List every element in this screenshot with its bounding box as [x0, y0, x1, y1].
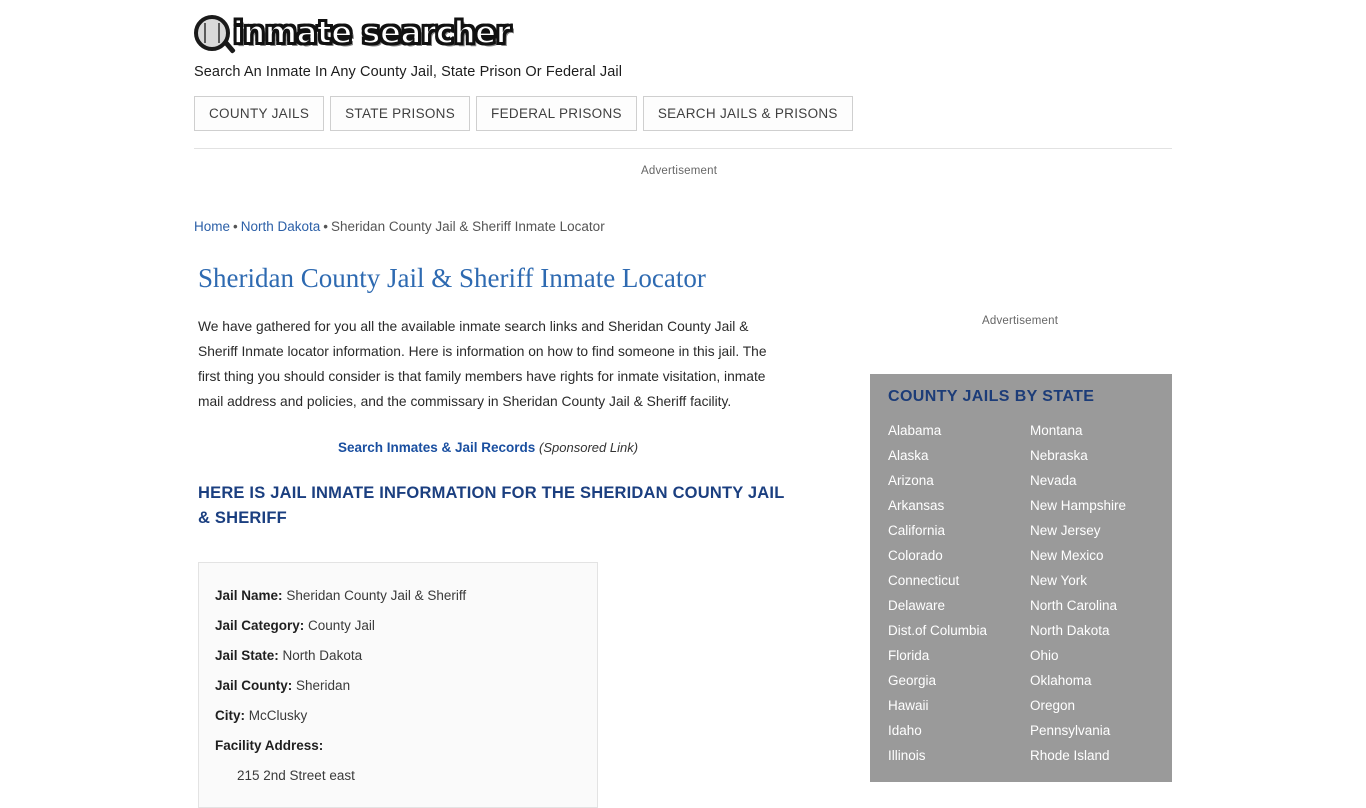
- info-row-jail-county: [215, 671, 581, 701]
- state-link-ohio[interactable]: Ohio: [1030, 648, 1059, 663]
- breadcrumb-separator-1: •: [233, 219, 238, 234]
- breadcrumb-home[interactable]: Home: [194, 219, 231, 234]
- state-link-colorado[interactable]: Colorado: [888, 548, 943, 563]
- header-divider: [194, 148, 1172, 149]
- state-link-rhode-island[interactable]: Rhode Island: [1030, 748, 1110, 763]
- info-row-facility-address: [215, 731, 581, 761]
- state-link-north-carolina[interactable]: North Carolina: [1030, 598, 1118, 613]
- state-link-hawaii[interactable]: Hawaii: [888, 698, 929, 713]
- info-label-jail-state: Jail State:: [215, 648, 279, 664]
- info-value-jail-state: North Dakota: [282, 648, 363, 664]
- state-link-idaho[interactable]: Idaho: [888, 723, 922, 738]
- state-link-new-hampshire[interactable]: New Hampshire: [1030, 498, 1127, 513]
- page-title: Sheridan County Jail & Sheriff Inmate Locator: [198, 263, 706, 293]
- nav-item-state-prisons[interactable]: STATE PRISONS: [330, 96, 470, 131]
- state-link-arkansas[interactable]: Arkansas: [888, 498, 945, 513]
- site-tagline: Search An Inmate In Any County Jail, State Prison Or Federal Jail: [194, 64, 623, 80]
- state-link-north-dakota[interactable]: North Dakota: [1030, 623, 1110, 638]
- info-value-facility-address-line1: 215 2nd Street east: [237, 768, 355, 784]
- info-label-facility-address: Facility Address:: [215, 738, 324, 754]
- state-links-column-right: [1030, 418, 1154, 768]
- state-link-delaware[interactable]: Delaware: [888, 598, 946, 613]
- main-content: [198, 262, 798, 808]
- info-row-jail-state: [215, 641, 581, 671]
- state-link-oklahoma[interactable]: Oklahoma: [1030, 673, 1092, 688]
- state-links-column-left: [888, 418, 1012, 768]
- info-label-jail-name: Jail Name:: [215, 588, 283, 604]
- search-inmates-records-link[interactable]: Search Inmates & Jail Records: [337, 440, 536, 456]
- state-link-connecticut[interactable]: Connecticut: [888, 573, 960, 588]
- state-link-oregon[interactable]: Oregon: [1030, 698, 1076, 713]
- state-link-arizona[interactable]: Arizona: [888, 473, 934, 488]
- intro-paragraph: We have gathered for you all the available inmate search links and Sheridan County Jail & Sheriff Inmate locator information. Here is information on how to find someone in this jail. The first thing you should consider is that family members have rights for inmate visitation, inmate mail address and policies, and the commissary in Sheridan County Jail & Sheriff facility.: [198, 319, 767, 410]
- magnifier-icon: [194, 15, 230, 51]
- state-link-new-jersey[interactable]: New Jersey: [1030, 523, 1101, 538]
- sponsored-note: (Sponsored Link): [539, 440, 639, 456]
- nav-item-county-jails[interactable]: COUNTY JAILS: [194, 96, 324, 131]
- main-navigation: [194, 96, 853, 131]
- county-jails-by-state-box: [870, 374, 1172, 782]
- breadcrumb: [194, 219, 605, 234]
- breadcrumb-current: Sheridan County Jail & Sheriff Inmate Locator: [331, 219, 605, 234]
- state-link-alabama[interactable]: Alabama: [888, 423, 942, 438]
- sidebar-title: COUNTY JAILS BY STATE: [888, 388, 1095, 405]
- section-heading: HERE IS JAIL INMATE INFORMATION FOR THE SHERIDAN COUNTY JAIL & SHERIFF: [198, 484, 785, 528]
- state-link-georgia[interactable]: Georgia: [888, 673, 937, 688]
- state-links-columns: [888, 418, 1154, 768]
- logo-text: inmate searcher: [233, 15, 511, 51]
- state-link-florida[interactable]: Florida: [888, 648, 930, 663]
- info-label-jail-category: Jail Category:: [215, 618, 305, 634]
- info-value-city: McClusky: [248, 708, 308, 724]
- nav-item-federal-prisons[interactable]: FEDERAL PRISONS: [476, 96, 637, 131]
- site-header: [194, 10, 1172, 80]
- state-link-dist-of-columbia[interactable]: Dist.of Columbia: [888, 623, 988, 638]
- state-link-illinois[interactable]: Illinois: [888, 748, 926, 763]
- advertisement-label-right: Advertisement: [982, 315, 1059, 327]
- info-value-jail-county: Sheridan: [296, 678, 351, 694]
- state-link-alaska[interactable]: Alaska: [888, 448, 929, 463]
- state-link-california[interactable]: California: [888, 523, 946, 538]
- state-link-montana[interactable]: Montana: [1030, 423, 1083, 438]
- breadcrumb-separator-2: •: [323, 219, 329, 234]
- info-value-jail-category: County Jail: [308, 618, 375, 634]
- nav-item-search-jails-prisons[interactable]: SEARCH JAILS & PRISONS: [643, 96, 853, 131]
- sponsored-link-row: [198, 440, 778, 455]
- logo[interactable]: [194, 10, 1172, 56]
- state-link-new-mexico[interactable]: New Mexico: [1030, 548, 1104, 563]
- jail-info-card: [198, 562, 598, 808]
- state-link-nevada[interactable]: Nevada: [1030, 473, 1077, 488]
- info-row-jail-category: [215, 611, 581, 641]
- info-label-jail-county: Jail County:: [215, 678, 293, 694]
- breadcrumb-state[interactable]: North Dakota: [240, 219, 321, 234]
- info-row-city: [215, 701, 581, 731]
- info-row-jail-name: [215, 581, 581, 611]
- state-link-nebraska[interactable]: Nebraska: [1030, 448, 1088, 463]
- advertisement-label-top: Advertisement: [641, 165, 718, 177]
- state-link-new-york[interactable]: New York: [1030, 573, 1088, 588]
- info-value-jail-name: Sheridan County Jail & Sheriff: [286, 588, 467, 604]
- state-link-pennsylvania[interactable]: Pennsylvania: [1030, 723, 1111, 738]
- info-label-city: City:: [215, 708, 245, 724]
